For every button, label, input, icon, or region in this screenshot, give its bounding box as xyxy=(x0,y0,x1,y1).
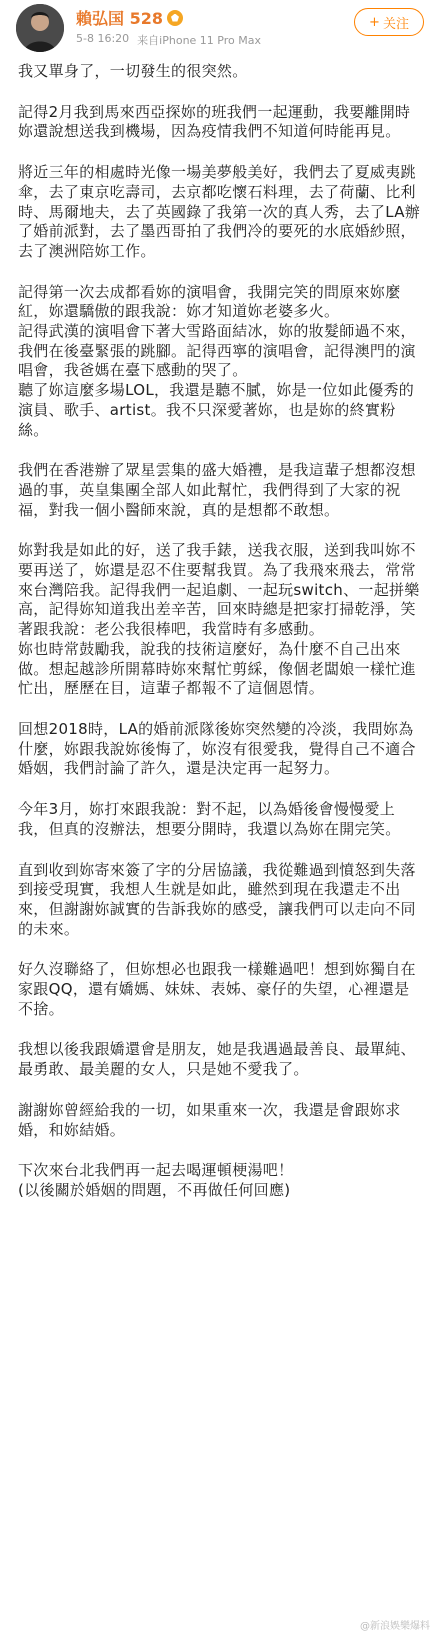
username-text[interactable]: 賴弘国 528 xyxy=(76,9,163,28)
post-source: 来自iPhone 11 Pro Max xyxy=(137,34,261,47)
post-paragraph: 直到收到妳寄來簽了字的分居協議，我從難過到憤怒到失落到接受現實，我想人生就是如此，雖然到現在我還走不出來，但謝謝妳誠實的告訴我妳的感受，讓我們可以走向不同的未來。 xyxy=(18,860,416,938)
follow-label: 关注 xyxy=(382,16,409,32)
avatar-image xyxy=(16,4,64,52)
post-paragraph: 謝謝妳曾經給我的一切，如果重來一次，我還是會跟妳求婚，和妳結婚。 xyxy=(18,1100,401,1139)
username[interactable] xyxy=(76,6,183,29)
post-paragraph: 今年3月，妳打來跟我說：對不起，以為婚後會慢慢愛上我，但真的沒辦法，想要分開時，我還以為妳在開完笑。 xyxy=(18,800,401,838)
post-body xyxy=(18,62,424,1222)
post-time: 5-8 16:20 xyxy=(76,32,130,45)
post-header xyxy=(0,0,440,62)
post-paragraph: 下次來台北我們再一起去喝運頓梗湯吧！ (以後關於婚姻的問題，不再做任何回應) xyxy=(18,1161,294,1199)
post-paragraph: 我又單身了，一切發生的很突然。 xyxy=(18,62,248,80)
post-paragraph: 好久沒聯絡了，但妳想必也跟我一樣難過吧！想到妳獨自在家跟QQ，還有嬌媽、妹妹、表姊、豪仔的失望，心裡還是不捨。 xyxy=(18,960,416,1018)
follow-button[interactable] xyxy=(354,8,424,36)
plus-icon: + xyxy=(369,14,380,30)
post-paragraph: 我們在香港辦了眾星雲集的盛大婚禮，是我這輩子想都沒想過的事，英皇集團全部人如此幫忙，我們得到了大家的祝福，對我一個小醫師來說，真的是想都不敢想。 xyxy=(18,461,416,519)
watermark: @新浪娛樂爆料 xyxy=(360,1621,430,1632)
avatar[interactable] xyxy=(16,4,64,52)
post-meta xyxy=(76,32,261,48)
vip-badge-icon xyxy=(167,10,183,26)
post-paragraph: 妳對我是如此的好，送了我手錶，送我衣服，送到我叫妳不要再送了，妳還是忍不住要幫我買。為了我飛來飛去，常常來台灣陪我。記得我們一起追劇、一起玩switch、一起拼樂高，記得妳知道我出差辛苦，回來時總是把家打掃乾淨，笑著跟我說：老公我很棒吧，我當時有多感動。 妳也時常鼓勵我，說我的技術這麼好，為什麼不自己出來做。想起越診所開幕時妳來幫忙剪綵，像個老闆娘一樣忙進忙出，歷歷在目，這輩子都報不了這個恩情。 xyxy=(18,541,420,698)
post-paragraph: 記得第一次去成都看妳的演唱會，我開完笑的問原來妳麼紅，妳還驕傲的跟我說：妳才知道妳老婆多火。 記得武漢的演唱會下著大雪路面結冰，妳的妝髮師過不來，我們在後臺緊張的跳腳。記得西寧的演唱會，記得澳門的演唱會，我爸媽在臺下感動的哭了。 聽了妳這麼多場LOL，我還是聽不膩，妳是一位如此優秀的演員、歌手、artist。我不只深愛著妳，也是妳的終實粉絲。 xyxy=(18,282,416,439)
post-paragraph: 記得2月我到馬來西亞探妳的班我們一起運動，我要離開時妳還說想送我到機場，因為疫情我們不知道何時能再見。 xyxy=(18,102,411,141)
post-paragraph: 我想以後我跟嬌還會是朋友，她是我遇過最善良、最單純、最勇敢、最美麗的女人，只是她不愛我了。 xyxy=(18,1040,416,1079)
post-paragraph: 回想2018時，LA的婚前派隊後妳突然變的冷淡，我問妳為什麼，妳跟我說妳後悔了，妳沒有很愛我，覺得自己不適合婚姻，我們討論了許久，還是決定再一起努力。 xyxy=(18,719,416,778)
post-paragraph: 將近三年的相處時光像一場美夢般美好，我們去了夏威夷跳傘，去了東京吃壽司，去京都吃懷石料理，去了荷蘭、比利時、馬爾地夫，去了英國錄了我第一次的真人秀，去了LA辦了婚前派對，去了墨西哥拍了我們冷的要死的水底婚紗照，去了澳洲陪妳工作。 xyxy=(18,163,421,260)
